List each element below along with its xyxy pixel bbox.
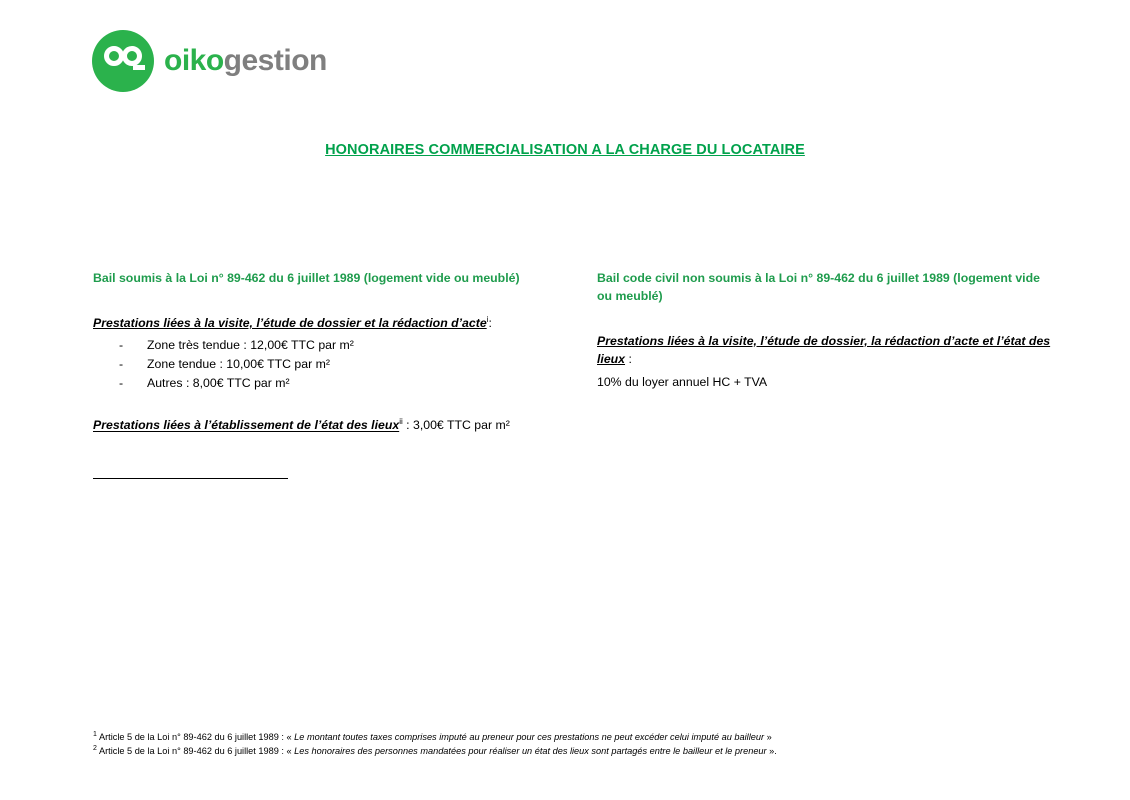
footnote-2-marker: 2: [93, 745, 97, 753]
footnotes: [93, 730, 1053, 759]
logo-g-shape: [122, 46, 142, 66]
logo-o-shape: [104, 46, 124, 66]
left-section1-lead-tail: :: [488, 315, 492, 330]
left-section1-list: [93, 336, 563, 392]
footnote-marker-ii: ii: [399, 417, 403, 427]
right-section1-lead-tail: :: [625, 352, 632, 367]
oikogestion-logo-icon: [92, 30, 154, 92]
left-section1-lead-text: Prestations liées à la visite, l’étude de dossier et la rédaction d’acte: [93, 315, 487, 330]
left-section2-lead: [93, 416, 563, 435]
left-section2-lead-text: Prestations liées à l’établissement de l’état des lieux: [93, 418, 400, 433]
footnote-2-close: ».: [766, 746, 777, 757]
list-item: - Autres : 8,00€ TTC par m²: [93, 374, 563, 393]
brand-name-second: gestion: [223, 44, 327, 77]
brand-wordmark: [164, 44, 327, 78]
footnote-separator-rule: [93, 478, 288, 479]
footnote-marker-i: i: [486, 314, 489, 324]
right-section1-lead: [597, 332, 1057, 369]
footnote-1-marker: 1: [93, 731, 97, 738]
footnote-2: [93, 744, 1053, 758]
right-section1-value: 10% du loyer annuel HC + TVA: [597, 374, 768, 389]
brand-name-first: oiko: [164, 44, 224, 77]
right-column-heading: Bail code civil non soumis à la Loi n° 89-462 du 6 juillet 1989 (logement vide ou meublé): [597, 271, 1040, 303]
left-column-heading: Bail soumis à la Loi n° 89-462 du 6 juillet 1989 (logement vide ou meublé): [93, 271, 520, 285]
footnote-1-quote: Le montant toutes taxes comprises imputé au preneur pour ces prestations ne peut excéder celui imputé au bailleur: [294, 732, 765, 743]
left-section2-lead-tail: : 3,00€ TTC par m²: [402, 418, 510, 433]
spacer: [93, 392, 563, 416]
list-item: - Zone tendue : 10,00€ TTC par m²: [93, 355, 563, 374]
list-item: - Zone très tendue : 12,00€ TTC par m²: [93, 336, 563, 355]
brand-logo: [92, 30, 327, 92]
right-column: [597, 270, 1057, 391]
footnote-2-ref: Article 5 de la Loi n° 89-462 du 6 juillet 1989 : «: [96, 746, 295, 757]
right-section1-lead-text: Prestations liées à la visite, l’étude de dossier, la rédaction d’acte et l’état des lieux: [597, 333, 1051, 367]
left-section1-lead: [93, 314, 563, 333]
footnote-1-ref: Article 5 de la Loi n° 89-462 du 6 juillet 1989 : «: [96, 732, 295, 743]
footnote-2-quote: Les honoraires des personnes mandatées pour réaliser un état des lieux sont partagés entre le bailleur et le preneur: [294, 746, 767, 757]
footnote-1: [93, 730, 1053, 744]
page-title: HONORAIRES COMMERCIALISATION A LA CHARGE DU LOCATAIRE: [325, 142, 805, 158]
footnote-1-close: »: [764, 732, 772, 743]
left-column: [93, 270, 563, 439]
